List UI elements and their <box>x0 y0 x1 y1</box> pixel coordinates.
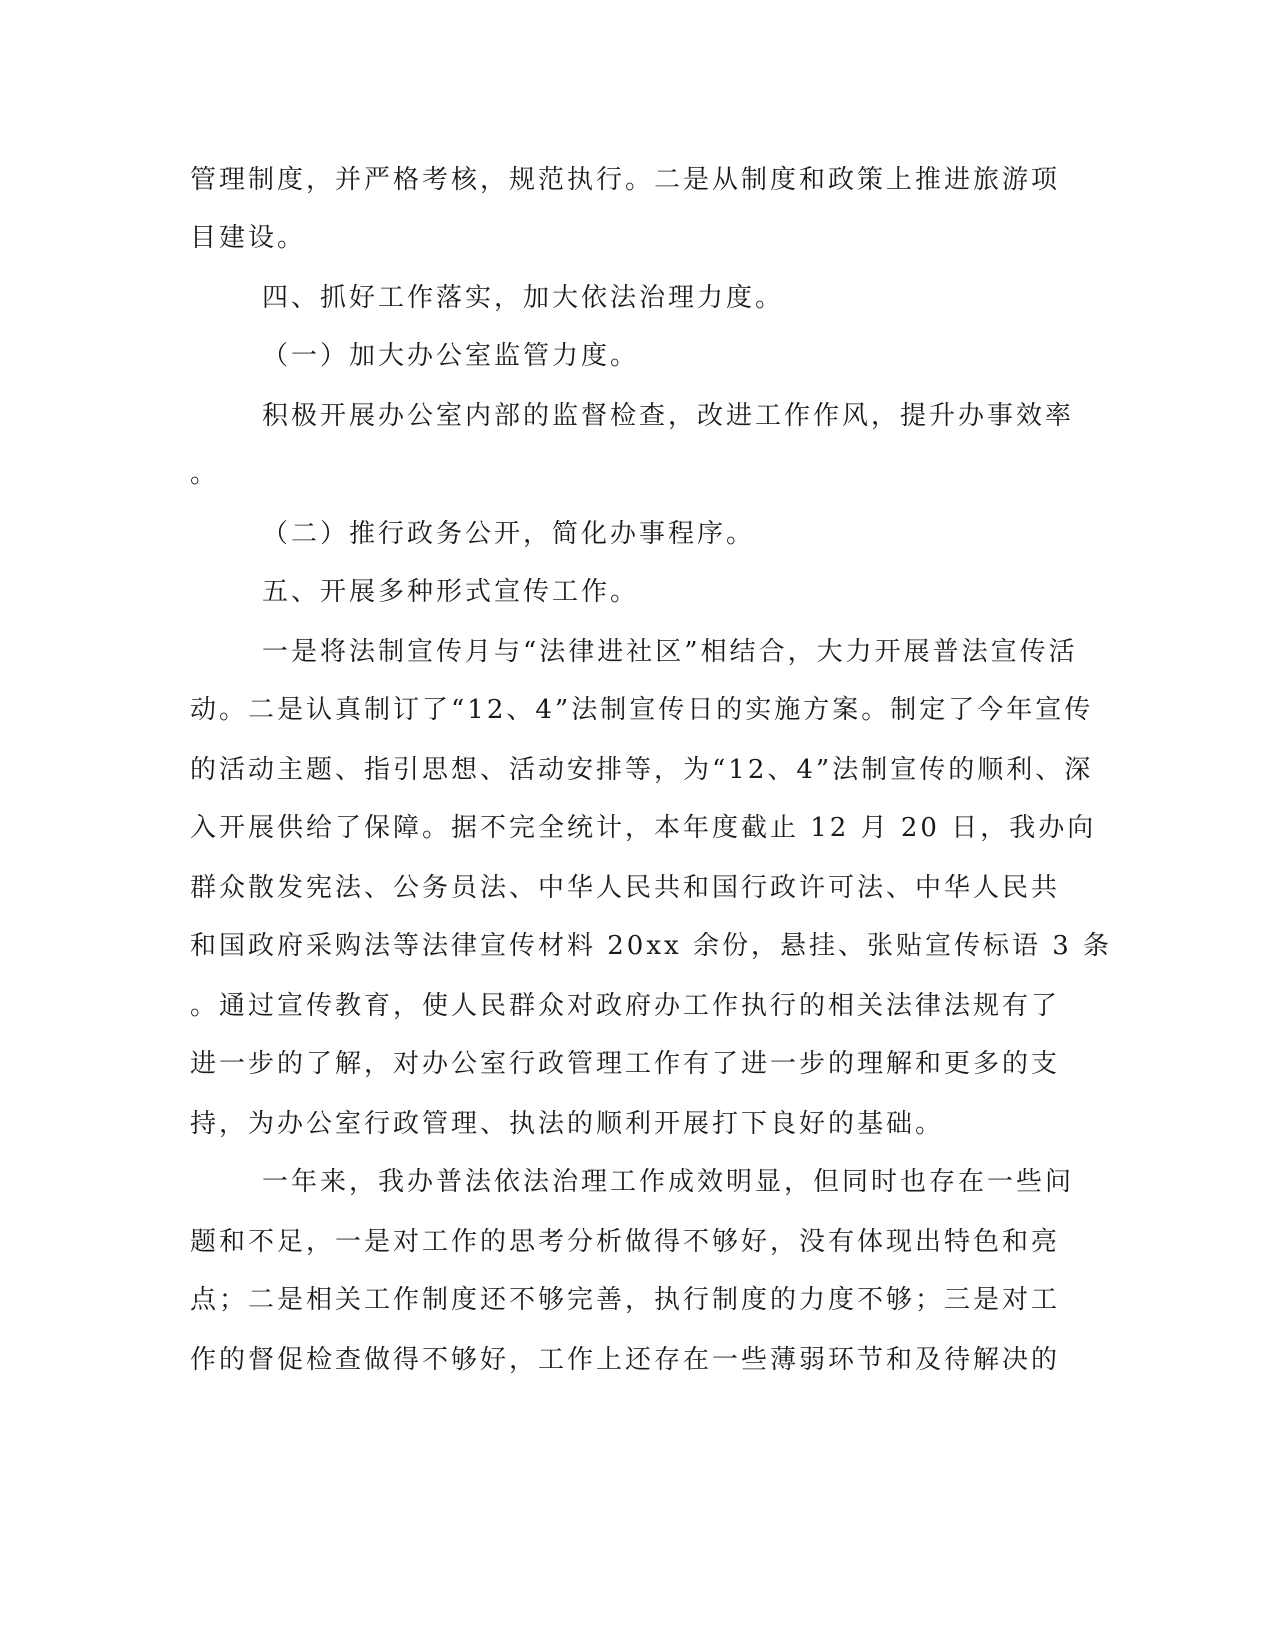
text-line: 管理制度，并严格考核，规范执行。二是从制度和政策上推进旅游项 <box>190 165 1061 195</box>
text-line: 入开展供给了保障。据不完全统计，本年度截止 12 月 20 日，我办向 <box>190 813 1097 843</box>
text-line: 目建设。 <box>190 223 307 253</box>
text-line: 一年来，我办普法依法治理工作成效明显，但同时也存在一些问 <box>262 1167 1075 1197</box>
text-line: 作的督促检查做得不够好，工作上还存在一些薄弱环节和及待解决的 <box>190 1345 1061 1375</box>
text-line: 群众散发宪法、公务员法、中华人民共和国行政许可法、中华人民共 <box>190 873 1061 903</box>
text-line: 点；二是相关工作制度还不够完善，执行制度的力度不够；三是对工 <box>190 1285 1061 1315</box>
text-line: 和国政府采购法等法律宣传材料 20xx 余份，悬挂、张贴宣传标语 3 条 <box>190 931 1113 961</box>
text-line: 的活动主题、指引思想、活动安排等，为“12、4”法制宣传的顺利、深 <box>190 755 1094 785</box>
text-line: 一是将法制宣传月与“法律进社区”相结合，大力开展普法宣传活 <box>262 637 1078 667</box>
text-line: 积极开展办公室内部的监督检查，改进工作作风，提升办事效率 <box>262 401 1075 431</box>
text-line: 题和不足，一是对工作的思考分析做得不够好，没有体现出特色和亮 <box>190 1227 1061 1257</box>
text-line: 动。二是认真制订了“12、4”法制宣传日的实施方案。制定了今年宣传 <box>190 695 1094 725</box>
text-line: 。 <box>190 459 220 489</box>
subsection-heading: （一）加大办公室监管力度。 <box>262 341 640 371</box>
section-heading: 五、开展多种形式宣传工作。 <box>262 577 640 607</box>
text-line: 。通过宣传教育，使人民群众对政府办工作执行的相关法律法规有了 <box>190 991 1061 1021</box>
text-line: 持，为办公室行政管理、执法的顺利开展打下良好的基础。 <box>190 1109 945 1139</box>
text-line: 进一步的了解，对办公室行政管理工作有了进一步的理解和更多的支 <box>190 1049 1061 1079</box>
subsection-heading: （二）推行政务公开，简化办事程序。 <box>262 519 756 549</box>
section-heading: 四、抓好工作落实，加大依法治理力度。 <box>262 283 785 313</box>
